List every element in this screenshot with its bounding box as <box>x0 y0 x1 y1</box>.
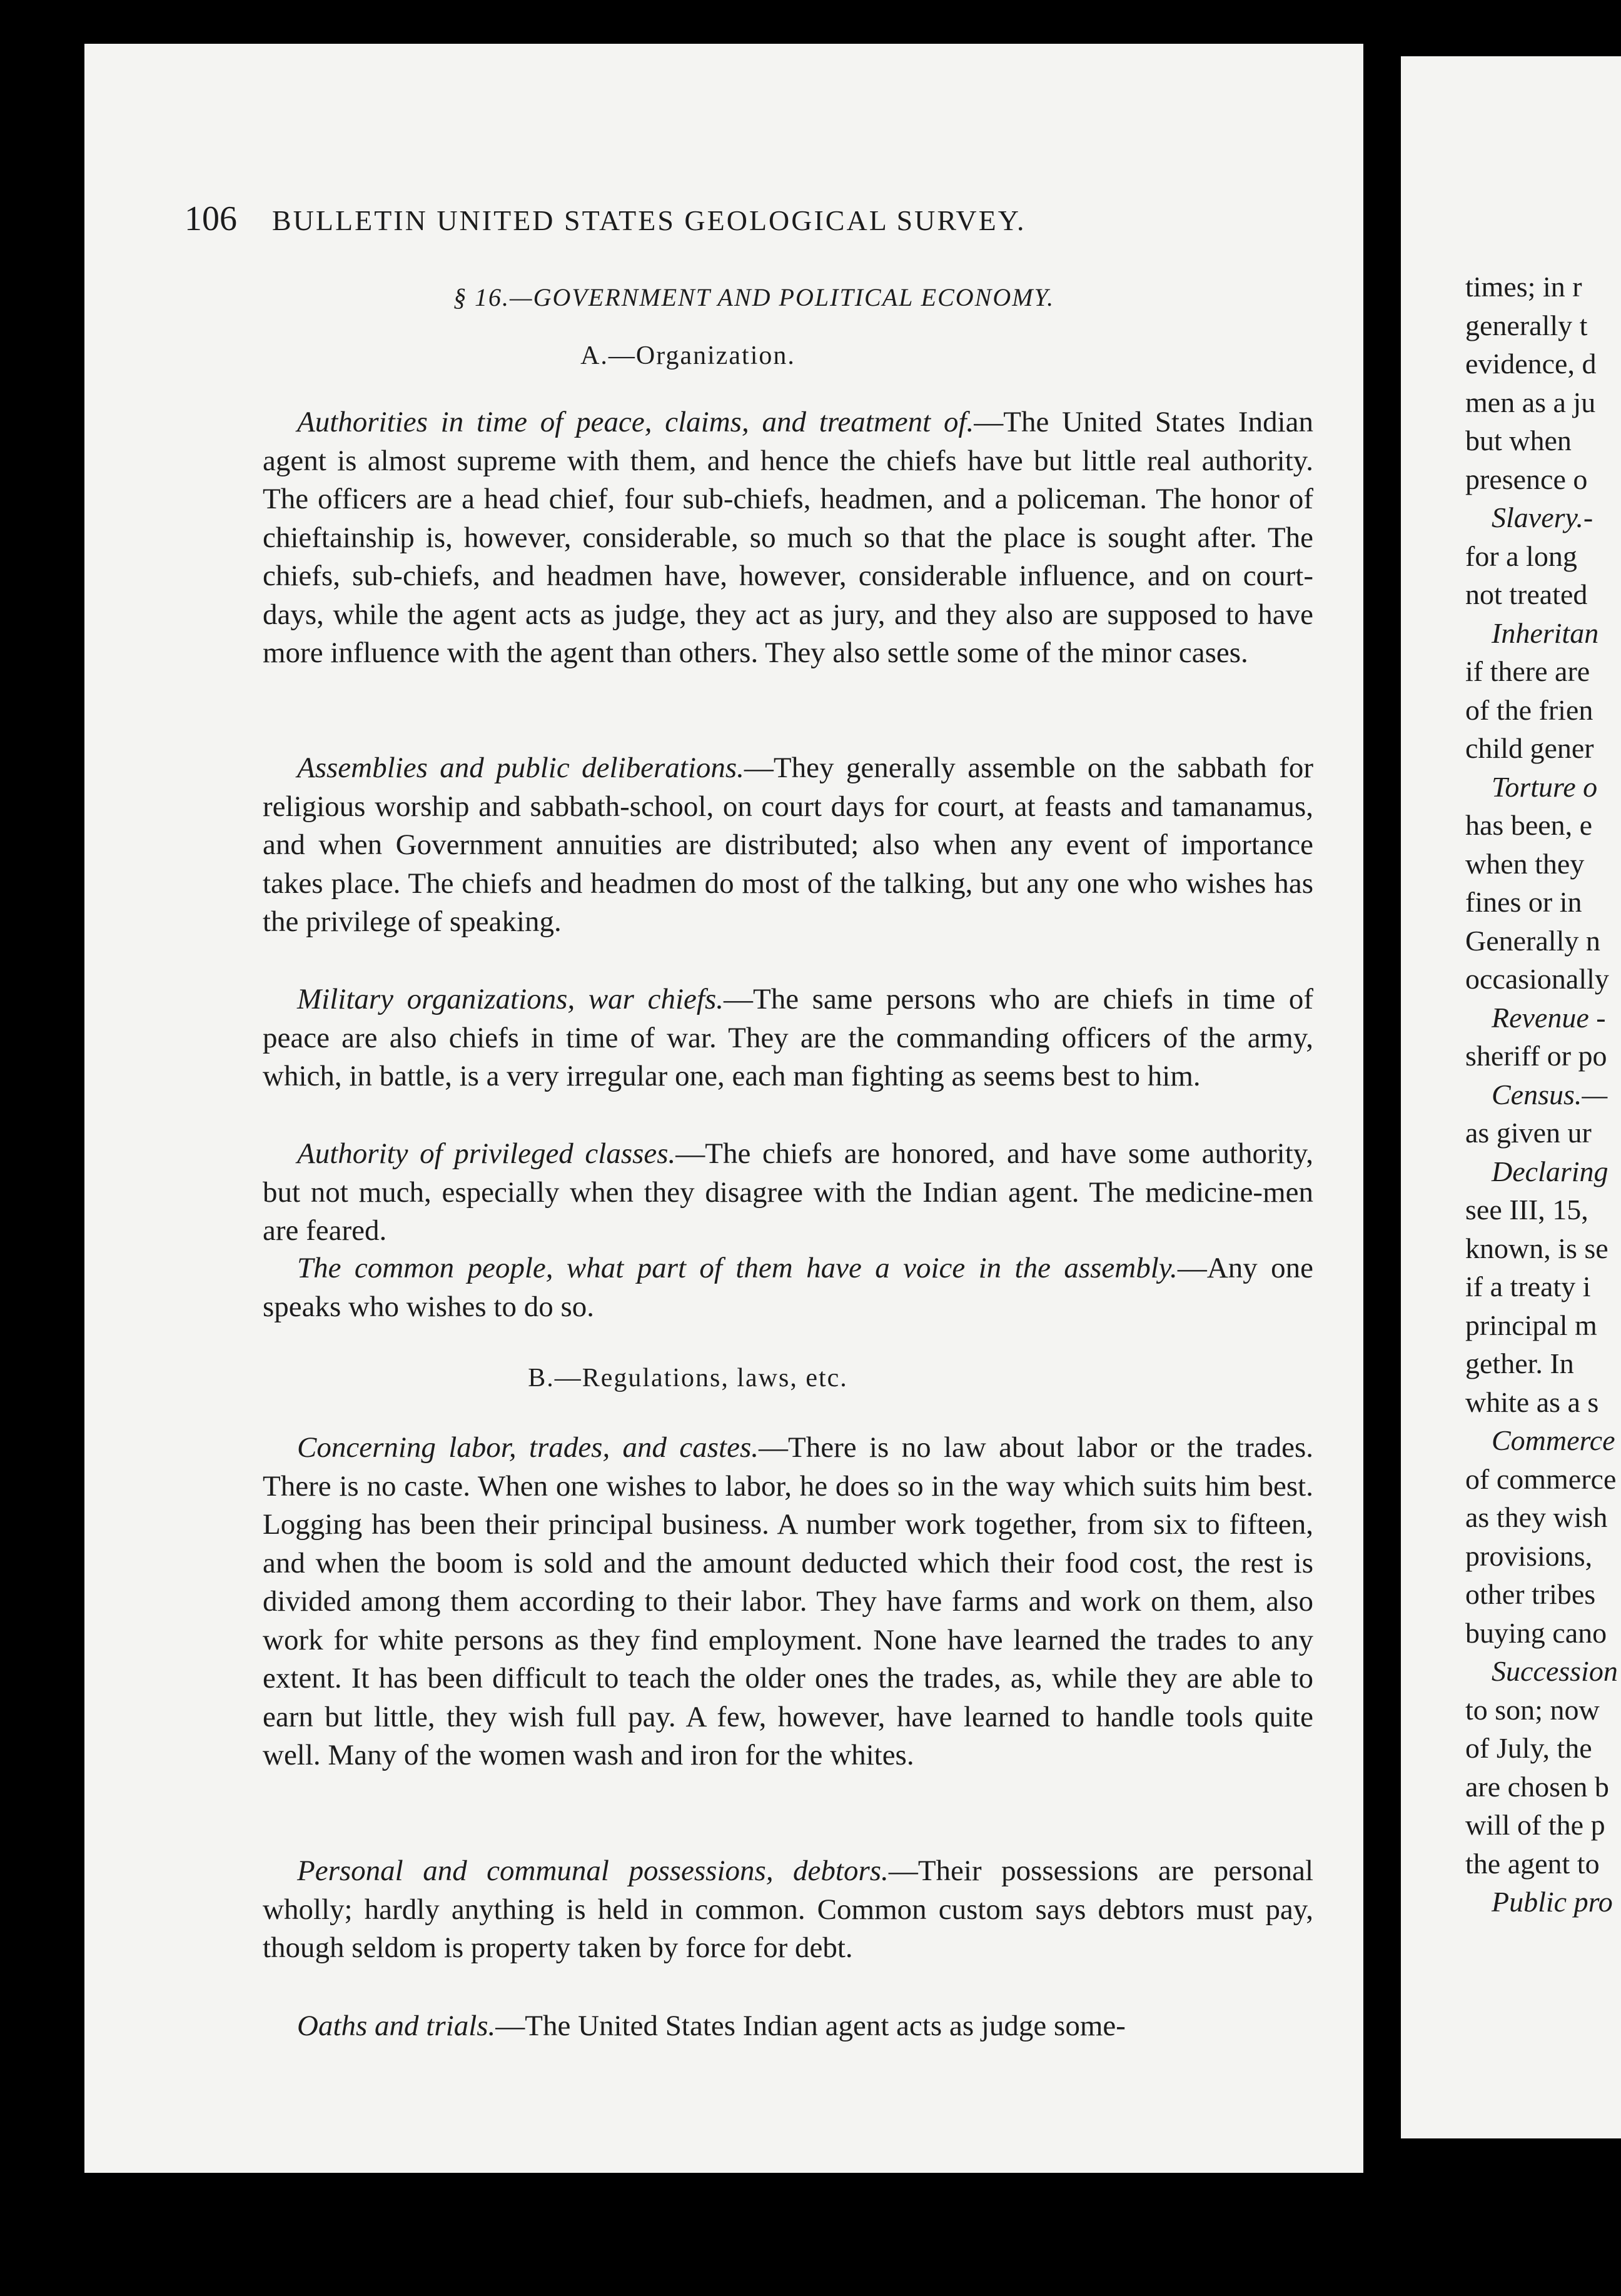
facing-page-line: of commerce <box>1465 1463 1617 1495</box>
facing-page-line: Public pro <box>1492 1886 1613 1918</box>
paragraph-body: —The same persons who are chiefs in time of peace are also chiefs in time of war. They are the commanding officers of the army, which, in battle, is a very irregular one, each man fighting as seems best to him. <box>263 983 1313 1092</box>
facing-page-line: as given ur <box>1465 1117 1592 1149</box>
subsection-title-organization: A.—Organization. <box>580 341 795 370</box>
facing-page-line: Slavery.- <box>1492 501 1593 533</box>
facing-page-line: if there are <box>1465 655 1590 687</box>
paragraph-military <box>263 980 1313 1096</box>
paragraph-oaths <box>263 2007 1313 2046</box>
paragraph-common-people <box>263 1249 1313 1326</box>
paragraph-body: —The chiefs are honored, and have some authority, but not much, especially when they disagree with the Indian agent. The medicine-men are feared. <box>263 1137 1313 1247</box>
facing-page-line: buying cano <box>1465 1616 1607 1649</box>
facing-page-line: times; in r <box>1465 271 1582 303</box>
facing-page-line: Generally n <box>1465 924 1600 957</box>
section-title: § 16.—GOVERNMENT AND POLITICAL ECONOMY. <box>453 283 1055 311</box>
facing-page-line: when they <box>1465 847 1585 880</box>
facing-page-line: has been, e <box>1465 809 1593 841</box>
facing-page-line: of July, the <box>1465 1732 1592 1764</box>
page-number: 106 <box>184 199 237 238</box>
paragraph-lead: Concerning labor, trades, and castes. <box>297 1431 759 1464</box>
facing-page-line: principal m <box>1465 1309 1597 1341</box>
facing-page-line: evidence, d <box>1465 348 1597 380</box>
paragraph-possessions <box>263 1852 1313 1968</box>
facing-page-line: see III, 15, <box>1465 1194 1588 1226</box>
paragraph-lead: Authorities in time of peace, claims, and treatment of. <box>297 406 974 438</box>
paragraph-privileged-classes <box>263 1135 1313 1251</box>
paragraph-lead: Oaths and trials. <box>297 2010 496 2042</box>
paragraph-lead: Military organizations, war chiefs. <box>297 983 724 1015</box>
running-head <box>184 199 1185 239</box>
subsection-title-regulations: B.—Regulations, laws, etc. <box>528 1364 848 1392</box>
facing-page-line: occasionally <box>1465 963 1609 995</box>
paragraph-lead: Personal and communal possessions, debtors. <box>297 1855 889 1887</box>
paragraph-authorities <box>263 403 1313 673</box>
facing-page-line: Declaring <box>1492 1155 1608 1187</box>
facing-page-line: for a long <box>1465 540 1577 572</box>
facing-page-line: fines or in <box>1465 886 1582 918</box>
facing-page-line: white as a s <box>1465 1386 1599 1418</box>
paragraph-body: —Any one speaks who wishes to do so. <box>263 1252 1313 1323</box>
facing-page-line: Revenue - <box>1492 1001 1606 1034</box>
running-title: BULLETIN UNITED STATES GEOLOGICAL SURVEY. <box>272 204 1026 236</box>
facing-page-line: but when <box>1465 425 1572 456</box>
facing-page-line: of the frien <box>1465 693 1593 726</box>
facing-page-line: presence o <box>1465 463 1588 495</box>
facing-page-line: child gener <box>1465 732 1594 764</box>
paragraph-body: —They generally assemble on the sabbath for religious worship and sabbath-school, on court days for court, at feasts and tamanamus, and when Government annuities are distributed; also when any event of importance takes place. The chiefs and headmen do most of the talking, but any one who wishes has the privilege of speaking. <box>263 752 1313 938</box>
facing-page-line: other tribes <box>1465 1578 1596 1610</box>
facing-page-line: will of the p <box>1465 1809 1605 1841</box>
paragraph-assemblies <box>263 749 1313 942</box>
facing-page-line: Torture o <box>1492 770 1598 803</box>
facing-page-line: the agent to <box>1465 1847 1600 1880</box>
facing-page-line: if a treaty i <box>1465 1271 1591 1302</box>
paragraph-lead: Authority of privileged classes. <box>297 1137 676 1170</box>
paragraph-body: —The United States Indian agent acts as judge some- <box>495 2010 1126 2042</box>
facing-page-line: known, is se <box>1465 1232 1608 1264</box>
facing-page-line: are chosen b <box>1465 1770 1609 1803</box>
facing-page-line: sheriff or po <box>1465 1040 1607 1072</box>
facing-page-line: provisions, <box>1465 1539 1593 1572</box>
facing-page-line: Succession <box>1492 1655 1618 1687</box>
facing-page-line: men as a ju <box>1465 386 1596 418</box>
facing-page-line: not treated <box>1465 578 1588 610</box>
facing-page-line: gether. In <box>1465 1347 1574 1379</box>
facing-page-line: Census.— <box>1492 1078 1608 1110</box>
facing-page-line: to son; now <box>1465 1693 1600 1726</box>
paragraph-lead: The common people, what part of them have a voice in the assembly. <box>297 1252 1178 1284</box>
facing-page-line: generally t <box>1465 309 1588 341</box>
paragraph-body: —The United States Indian agent is almost supreme with them, and hence the chiefs have but little real authority. The officers are a head chief, four sub-chiefs, headmen, and a policeman. The honor of chieftainship is, however, considerable, so much so that the place is sought after. The chiefs, sub-chiefs, and headmen have, however, considerable influence, and on court-days, while the agent acts as judge, they act as jury, and they also are supposed to have more influence with the agent than others. They also settle some of the minor cases. <box>263 406 1313 669</box>
paragraph-body: —There is no law about labor or the trades. There is no caste. When one wishes to labor, he does so in the way which suits him best. Logging has been their principal business. A number work together, from six to fifteen, and when the boom is sold and the amount deducted which their food cost, the rest is divided among them according to their labor. They have farms and work on them, also work for white persons as they find employment. None have learned the trades to any extent. It has been difficult to teach the older ones the trades, as, while they are able to earn but little, they wish full pay. A few, however, have learned to handle tools quite well. Many of the women wash and iron for the whites. <box>263 1431 1314 1771</box>
paragraph-body: —Their possessions are personal wholly; hardly anything is held in common. Common custom says debtors must pay, though seldom is property taken by force for debt. <box>263 1855 1313 1964</box>
paragraph-labor <box>263 1429 1313 1775</box>
facing-page-line: Commerce <box>1492 1424 1615 1456</box>
facing-page-line: as they wish <box>1465 1501 1608 1533</box>
paragraph-lead: Assemblies and public deliberations. <box>297 752 744 784</box>
facing-page-line: Inheritan <box>1492 617 1599 649</box>
